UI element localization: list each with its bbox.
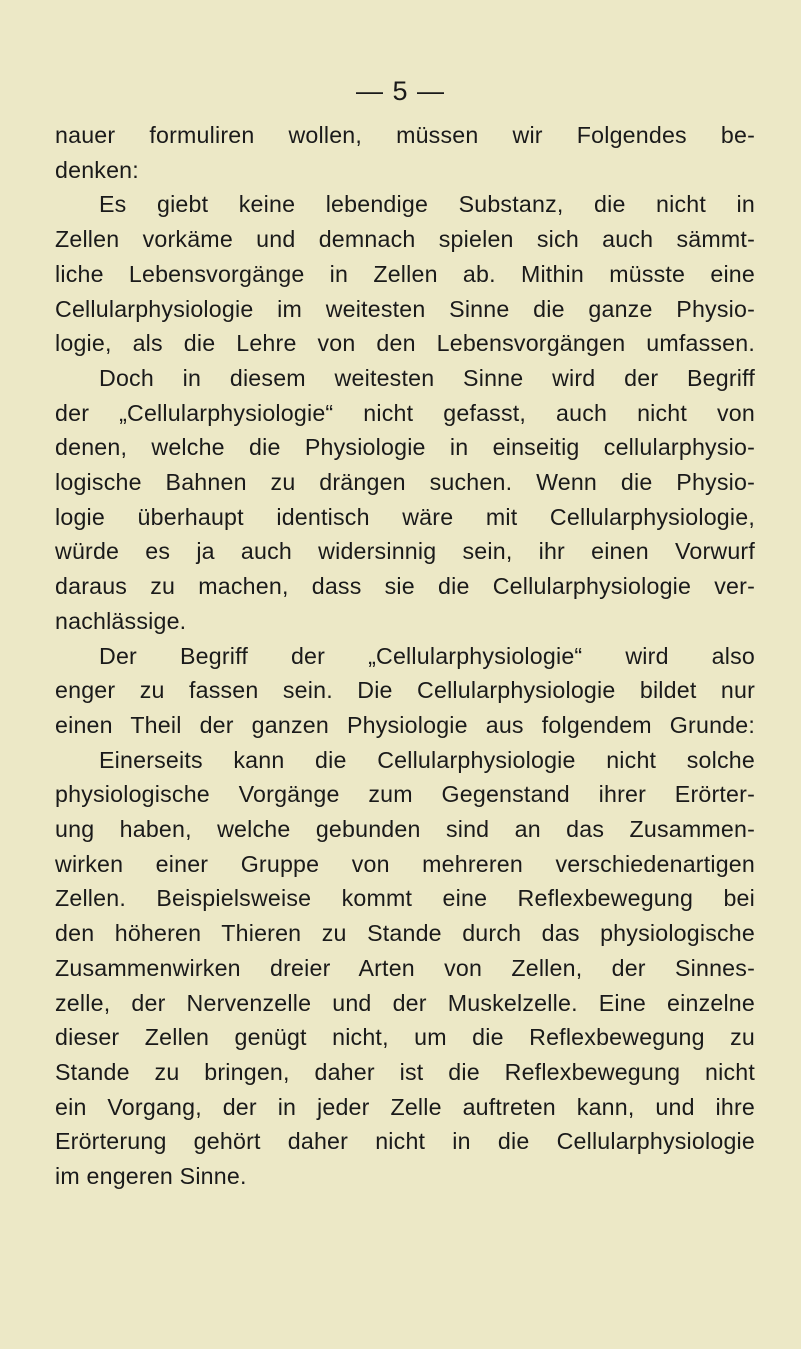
- text-line: enger zu fassen sein. Die Cellularphysiologie bildet nur: [55, 677, 755, 704]
- text-line: Zellen vorkäme und demnach spielen sich auch sämmt-: [55, 226, 755, 253]
- text-line: ein Vorgang, der in jeder Zelle auftreten kann, und ihre: [55, 1093, 755, 1120]
- text-line: würde es ja auch widersinnig sein, ihr einen Vorwurf: [55, 538, 755, 565]
- text-line: Einerseits kann die Cellularphysiologie nicht solche: [99, 746, 755, 773]
- text-line: nachlässige.: [55, 607, 187, 634]
- text-line: Es giebt keine lebendige Substanz, die nicht in: [99, 191, 755, 218]
- text-line: der „Cellularphysiologie“ nicht gefasst, auch nicht von: [55, 399, 755, 426]
- text-line: physiologische Vorgänge zum Gegenstand ihrer Erörter-: [55, 781, 755, 808]
- text-line: den höheren Thieren zu Stande durch das physiologische: [55, 920, 755, 947]
- text-line: Cellularphysiologie im weitesten Sinne die ganze Physio-: [55, 295, 755, 322]
- text-line: daraus zu machen, dass sie die Cellularphysiologie ver-: [55, 573, 755, 600]
- text-line: im engeren Sinne.: [55, 1163, 247, 1190]
- text-line: logie überhaupt identisch wäre mit Cellularphysiologie,: [55, 503, 755, 530]
- text-line: liche Lebensvorgänge in Zellen ab. Mithin müsste eine: [55, 260, 755, 287]
- text-line: Zellen. Beispielsweise kommt eine Reflexbewegung bei: [55, 885, 755, 912]
- text-line: Erörterung gehört daher nicht in die Cellularphysiologie: [55, 1128, 755, 1155]
- text-line: Doch in diesem weitesten Sinne wird der Begriff: [99, 364, 755, 391]
- text-line: einen Theil der ganzen Physiologie aus folgendem Grunde:: [55, 711, 755, 738]
- text-line: logische Bahnen zu drängen suchen. Wenn die Physio-: [55, 469, 755, 496]
- text-line: Zusammenwirken dreier Arten von Zellen, der Sinnes-: [55, 954, 755, 981]
- body-text: [55, 118, 755, 1194]
- text-line: wirken einer Gruppe von mehreren verschiedenartigen: [55, 850, 755, 877]
- text-line: zelle, der Nervenzelle und der Muskelzelle. Eine einzelne: [55, 989, 755, 1016]
- text-line: nauer formuliren wollen, müssen wir Folgendes be-: [55, 122, 755, 148]
- text-line: ung haben, welche gebunden sind an das Zusammen-: [55, 816, 755, 843]
- text-line: Der Begriff der „Cellularphysiologie“ wird also: [99, 642, 755, 669]
- text-line: denen, welche die Physiologie in einseitig cellularphysio-: [55, 434, 755, 461]
- text-line: logie, als die Lehre von den Lebensvorgängen umfassen.: [55, 330, 755, 357]
- text-line: Stande zu bringen, daher ist die Reflexbewegung nicht: [55, 1058, 755, 1085]
- text-line: denken:: [55, 156, 139, 183]
- page-number: — 5 —: [355, 76, 446, 106]
- text-line: dieser Zellen genügt nicht, um die Reflexbewegung zu: [55, 1024, 755, 1051]
